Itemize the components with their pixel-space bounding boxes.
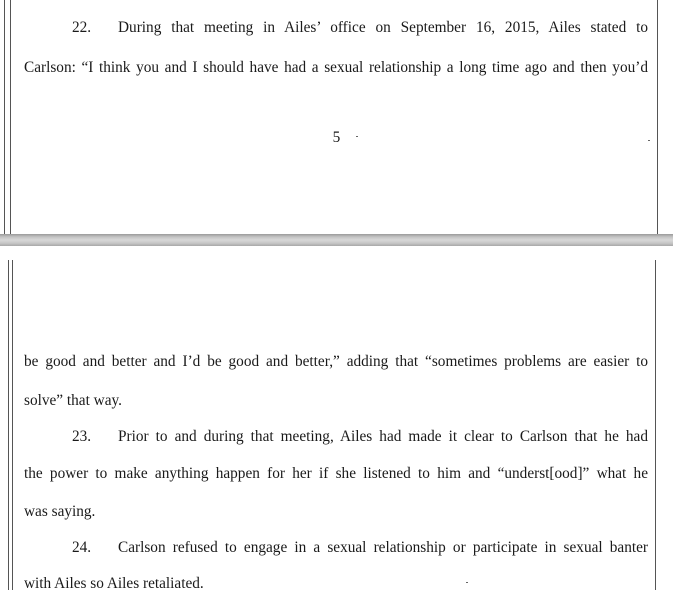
left-margin-rule — [8, 260, 9, 590]
right-margin-rule — [655, 260, 656, 590]
left-margin-rule — [4, 0, 5, 234]
paragraph-22-continued-line-2: solve” that way. — [24, 392, 122, 409]
paragraph-22-continued-line-1: be good and better and I’d be good and better,” adding that “sometimes problems are easier to — [24, 353, 648, 370]
page-number: 5 — [332, 129, 341, 146]
paragraph-23-number: 23. — [72, 428, 92, 445]
page-break-divider — [0, 234, 673, 246]
document-page-5 — [0, 0, 673, 234]
paragraph-22-number: 22. — [72, 19, 92, 36]
paragraph-22-line-1: 22. During that meeting in Ailes’ office on September 16, 2015, Ailes stated to — [72, 19, 648, 36]
scan-speck — [466, 582, 468, 583]
paragraph-23-line-1: 23. Prior to and during that meeting, Ailes had made it clear to Carlson that he had — [72, 428, 648, 445]
scan-speck — [648, 140, 650, 141]
paragraph-24-line-2: with Ailes so Ailes retaliated. — [24, 575, 204, 590]
right-margin-rule — [657, 0, 658, 234]
scan-speck — [356, 136, 358, 137]
document-page-6 — [0, 246, 673, 590]
paragraph-22-line-2: Carlson: “I think you and I should have had a sexual relationship a long time ago and then you’d — [24, 59, 648, 76]
paragraph-23-line-3: was saying. — [24, 503, 96, 520]
left-margin-rule-inner — [12, 260, 13, 590]
left-margin-rule-inner — [10, 0, 11, 234]
paragraph-23-line-2: the power to make anything happen for her if she listened to him and “underst[ood]” what he — [24, 465, 648, 482]
paragraph-24-line-1: 24. Carlson refused to engage in a sexual relationship or participate in sexual banter — [72, 539, 648, 556]
paragraph-24-number: 24. — [72, 539, 92, 556]
